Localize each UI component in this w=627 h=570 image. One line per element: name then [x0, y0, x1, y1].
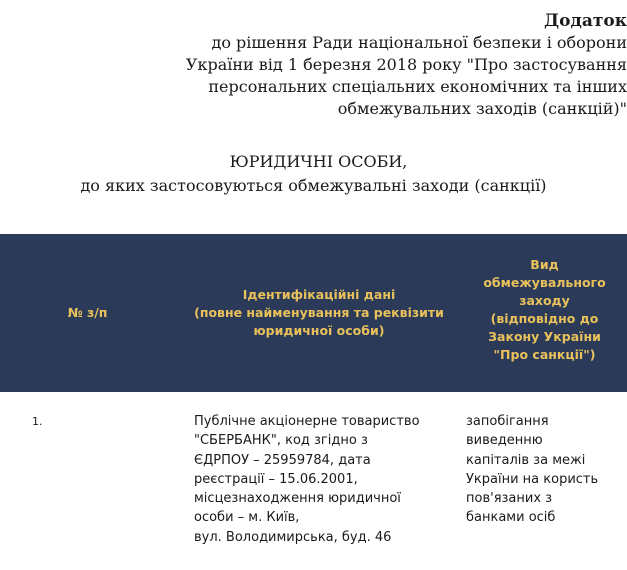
- cell-line: України на користь: [466, 471, 599, 487]
- cell-line: виведенню: [466, 433, 543, 449]
- column-header-measure-type: [462, 256, 627, 364]
- header-line: Вид: [530, 257, 559, 272]
- cell-line: Публічне акціонерне товариство: [194, 414, 420, 429]
- cell-line: банками осіб: [466, 510, 556, 526]
- header-line: Закону України: [488, 329, 601, 344]
- row-identification: [194, 412, 420, 547]
- header-line: юридичної особи): [253, 323, 385, 338]
- header-line: Ідентифікаційні дані: [242, 287, 396, 302]
- cell-line: пов'язаних з: [466, 491, 553, 507]
- appendix-line: обмежувальних заходів (санкцій)": [337, 99, 627, 118]
- appendix-line: України від 1 березня 2018 року "Про застосування: [185, 55, 627, 74]
- table-header: [0, 234, 627, 392]
- header-line: (повне найменування та реквізити: [194, 305, 444, 320]
- cell-line: "СБЕРБАНК", код згідно з: [194, 433, 368, 449]
- title-line-2: до яких застосовуються обмежувальні заходи (санкції): [80, 176, 547, 195]
- appendix-block: [0, 10, 627, 120]
- appendix-line: персональних спеціальних економічних та інших: [208, 77, 627, 96]
- cell-line: ЄДРПОУ – 25959784, дата: [194, 452, 371, 468]
- header-line: заходу: [519, 293, 570, 308]
- column-header-number: № з/п: [67, 305, 108, 320]
- cell-line: місцезнаходження юридичної: [194, 491, 401, 507]
- header-line: "Про санкції"): [493, 347, 596, 362]
- cell-line: капіталів за межі: [466, 452, 586, 468]
- cell-line: реєстрації – 15.06.2001,: [194, 471, 358, 487]
- cell-line: особи – м. Київ,: [194, 510, 300, 526]
- header-line: обмежувального: [483, 275, 606, 290]
- header-line: (відповідно до: [490, 311, 599, 326]
- cell-line: запобігання: [466, 414, 549, 429]
- document-title: [0, 150, 627, 198]
- row-measure-type: [466, 412, 616, 528]
- row-number: 1.: [32, 415, 43, 428]
- appendix-heading: Додаток: [544, 11, 627, 31]
- column-header-identification: [188, 286, 450, 340]
- cell-line: вул. Володимирська, буд. 46: [194, 529, 392, 545]
- title-line-1: ЮРИДИЧНІ ОСОБИ,: [229, 152, 408, 171]
- appendix-line: до рішення Ради національної безпеки і оборони: [211, 33, 627, 52]
